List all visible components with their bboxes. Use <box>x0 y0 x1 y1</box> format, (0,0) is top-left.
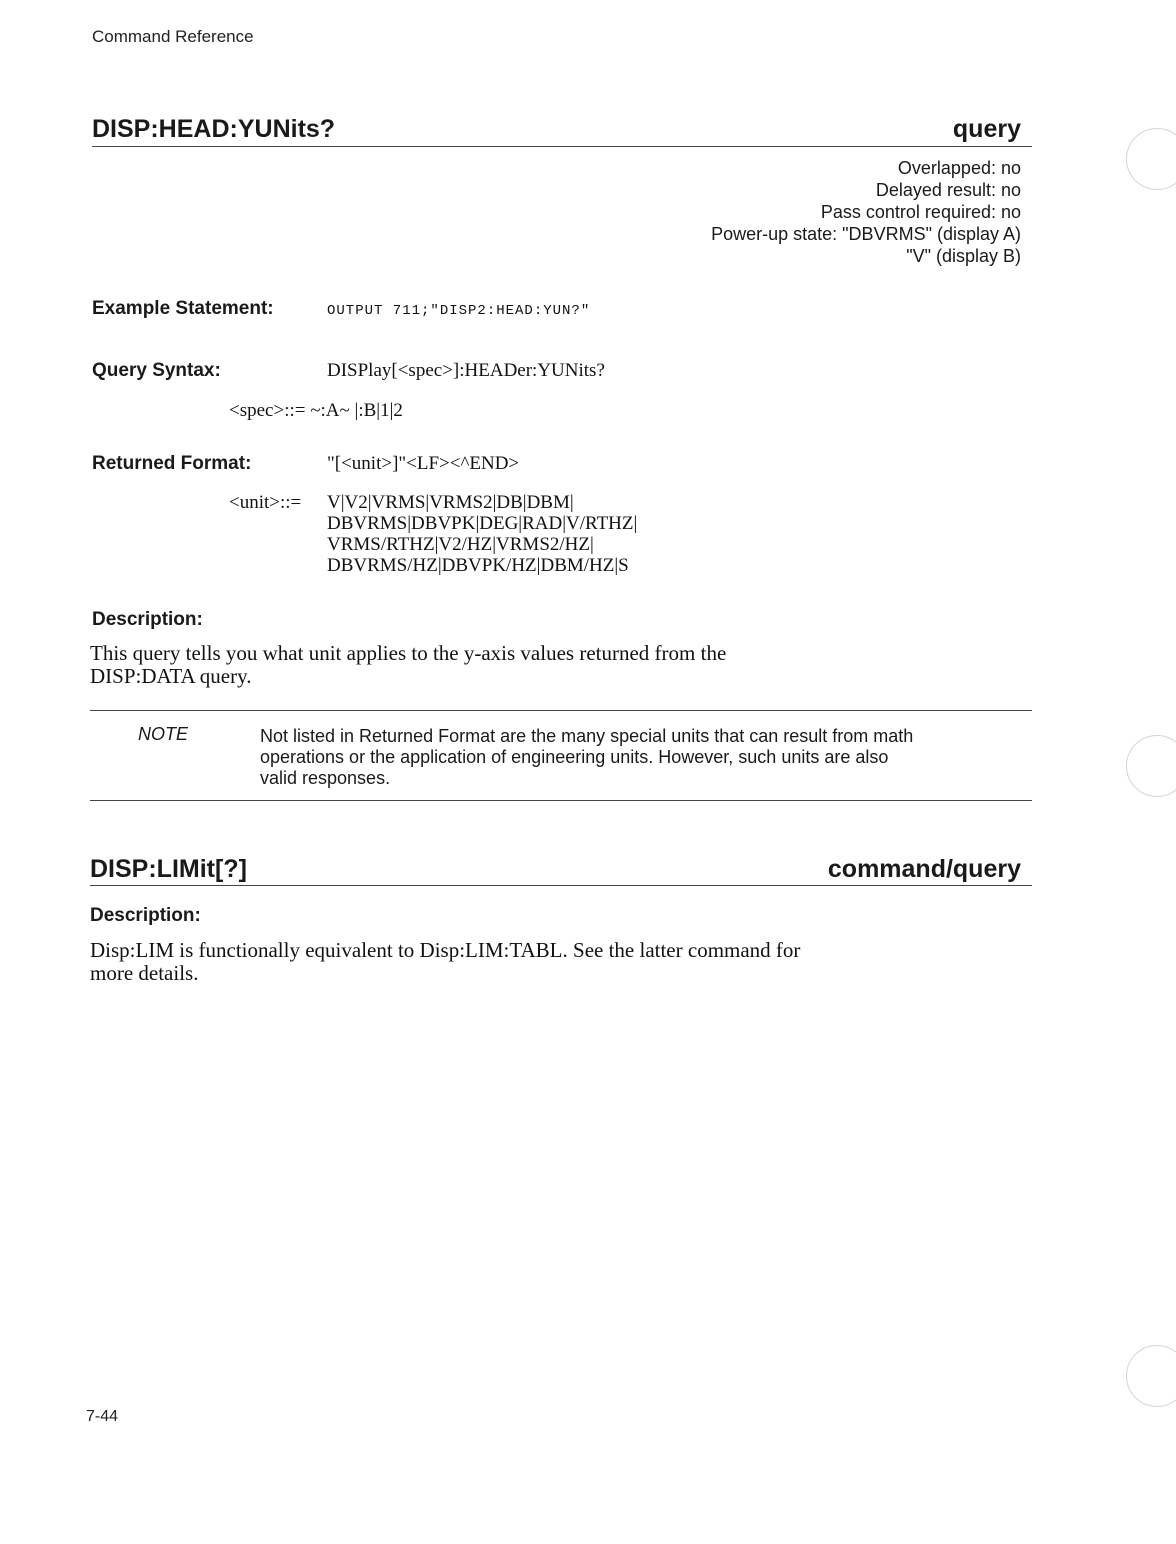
section-type-query: query <box>952 115 1021 143</box>
running-head: Command Reference <box>92 27 254 46</box>
unit-definition-line: DBVRMS/HZ|DBVPK/HZ|DBM/HZ|S <box>327 555 629 576</box>
punch-hole <box>1126 128 1176 190</box>
note-top-rule <box>90 710 1032 711</box>
note-text <box>260 726 1000 789</box>
description-text <box>90 939 800 985</box>
unit-definition-line: VRMS/RTHZ|V2/HZ|VRMS2/HZ| <box>327 534 594 555</box>
note-bottom-rule <box>90 800 1032 801</box>
attr-pass-control: Pass control required: no <box>820 202 1021 222</box>
punch-hole <box>1126 735 1176 797</box>
attr-delayed-result: Delayed result: no <box>875 180 1021 200</box>
returned-format-value: "[<unit>]"<LF><^END> <box>327 453 520 474</box>
section-type-command-query: command/query <box>827 855 1021 883</box>
attr-power-up-state: Power-up state: "DBVRMS" (display A) <box>711 224 1021 244</box>
section-title-disp-head-yunits: DISP:HEAD:YUNits? <box>92 115 336 143</box>
spec-definition: <spec>::= ~:A~ |:B|1|2 <box>229 400 403 421</box>
note-label: NOTE <box>138 724 189 744</box>
command-attributes <box>711 157 1021 267</box>
description-line: Disp:LIM is functionally equivalent to Disp:LIM:TABL. See the latter command for <box>90 938 801 962</box>
description-text <box>90 642 726 688</box>
example-statement-label: Example Statement: <box>92 298 274 319</box>
unit-definition-prefix: <unit>::= <box>229 492 302 513</box>
description-line: more details. <box>90 961 199 985</box>
section-rule <box>90 885 1032 886</box>
note-line: Not listed in Returned Format are the many special units that can result from math <box>260 726 914 746</box>
section-title-disp-limit: DISP:LIMit[?] <box>90 855 247 883</box>
unit-definition-line: DBVRMS|DBVPK|DEG|RAD|V/RTHZ| <box>327 513 638 534</box>
section-rule <box>92 146 1032 147</box>
unit-definition-line: V|V2|VRMS|VRMS2|DB|DBM| <box>327 492 574 513</box>
query-syntax-value: DISPlay[<spec>]:HEADer:YUNits? <box>327 360 605 381</box>
description-line: DISP:DATA query. <box>90 664 252 688</box>
page-number: 7-44 <box>86 1408 119 1425</box>
note-line: operations or the application of engineering units. However, such units are also <box>260 747 889 767</box>
returned-format-label: Returned Format: <box>92 453 252 474</box>
note-line: valid responses. <box>260 768 391 788</box>
description-label: Description: <box>90 905 201 926</box>
query-syntax-label: Query Syntax: <box>92 360 221 381</box>
example-statement-value: OUTPUT 711;"DISP2:HEAD:YUN?" <box>327 303 591 319</box>
attr-overlapped: Overlapped: no <box>897 158 1021 178</box>
description-label: Description: <box>92 609 203 630</box>
punch-hole <box>1126 1345 1176 1407</box>
description-line: This query tells you what unit applies to the y-axis values returned from the <box>90 641 727 665</box>
unit-definition-list <box>327 492 637 576</box>
attr-power-up-state-b: "V" (display B) <box>906 246 1021 266</box>
